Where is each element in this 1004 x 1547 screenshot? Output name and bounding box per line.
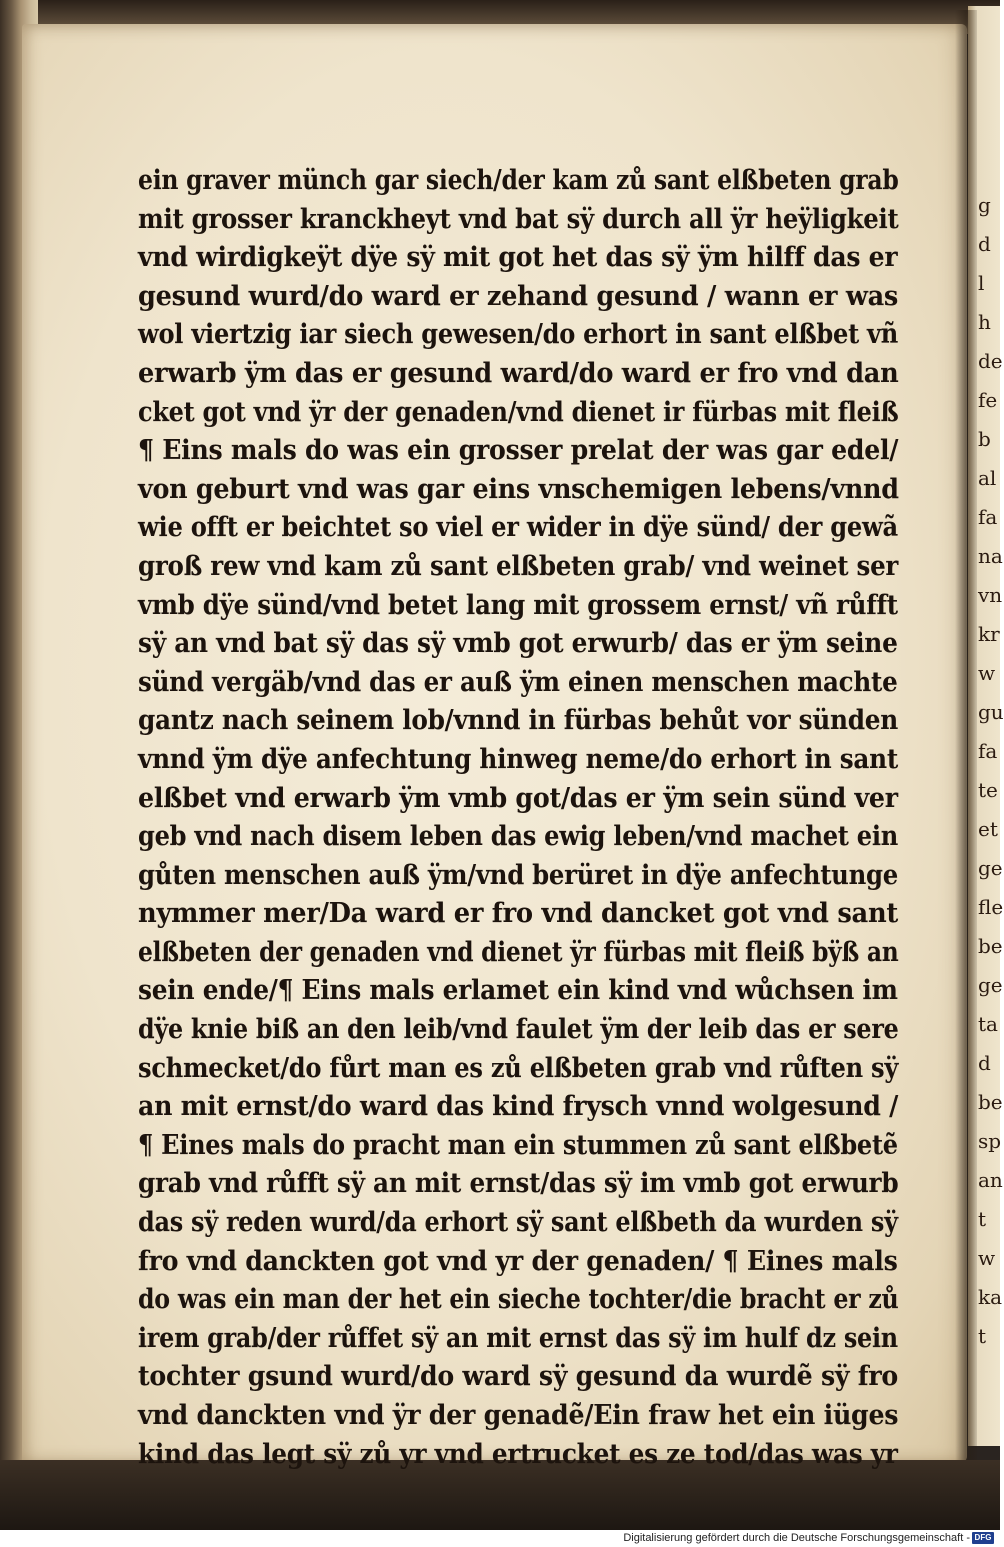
facing-page-fragment: t (978, 1324, 987, 1348)
facing-page-fragment: t (978, 1207, 987, 1231)
text-line: fro vnd danckten got vnd yr der genaden/ ¶ Eines mals (138, 1245, 898, 1277)
text-line: elßbeten der genaden vnd dienet ÿr fürbas mit fleiß bÿß an (138, 936, 899, 968)
text-line: elßbet vnd erwarb ÿm vmb got/das er ÿm sein sünd ver (138, 782, 898, 814)
facing-page-fragment: ta (978, 1012, 998, 1036)
text-line: mit grosser kranckheyt vnd bat sÿ durch all ÿr heÿligkeit (138, 203, 899, 235)
text-line: cket got vnd ÿr der genaden/vnd dienet ir fürbas mit fleiß (138, 396, 899, 428)
text-line: do was ein man der het ein sieche tochter/die bracht er zů (138, 1284, 899, 1316)
text-line: sÿ an vnd bat sÿ das sÿ vmb got erwurb/ das er ÿm seine (138, 628, 898, 660)
text-line: vmb dÿe sünd/vnd betet lang mit grossem ernst/ vñ růfft (138, 589, 898, 621)
text-line: tochter gsund wurd/do ward sÿ gesund da wurdẽ sÿ fro (138, 1361, 898, 1393)
text-line: gesund wurd/do ward er zehand gesund / wann er was (138, 280, 899, 312)
text-line: vnnd ÿm dÿe anfechtung hinweg neme/do erhort in sant (138, 743, 898, 775)
facing-page-fragment: te (978, 778, 998, 802)
facing-page-fragment: w (978, 661, 996, 685)
facing-page-fragment: kr (978, 622, 1000, 646)
text-line: ¶ Eins mals do was ein grosser prelat der was gar edel/ (138, 435, 899, 467)
facing-page-fragment: ge (978, 856, 1003, 880)
facing-page-fragment: vn (978, 583, 1003, 607)
text-line: grab vnd růfft sÿ an mit ernst/das sÿ im vmb got erwurb (138, 1168, 899, 1200)
text-line: wie offt er beichtet so viel er wider in dÿe sünd/ der gewã (138, 512, 898, 544)
facing-page-fragment: al (978, 466, 997, 490)
text-line: vnd wirdigkeÿt dÿe sÿ mit got het das sÿ ÿm hilff das er (138, 242, 898, 274)
text-line: ein graver münch gar siech/der kam zů sant elßbeten grab (138, 165, 899, 196)
facing-page-fragment: w (978, 1246, 996, 1270)
facing-page-fragment: l (978, 271, 985, 295)
facing-page-fragment: d (978, 232, 991, 256)
digitization-credit: Digitalisierung gefördert durch die Deutsche Forschungsgemeinschaft - (623, 1532, 970, 1544)
text-line: das sÿ reden wurd/da erhort sÿ sant elßbeth da wurden sÿ (138, 1207, 898, 1239)
facing-page-fragment: fe (978, 388, 998, 412)
text-line: sein ende/¶ Eins mals erlamet ein kind vnd wůchsen im (138, 975, 898, 1007)
facing-page-fragment: h (978, 310, 991, 334)
facing-page-fragment: gu (978, 700, 1004, 724)
text-line: nymmer mer/Da ward er fro vnd dancket got vnd sant (138, 898, 899, 930)
page-text (138, 162, 898, 1474)
text-line: groß rew vnd kam zů sant elßbeten grab/ vnd weinet ser (138, 550, 899, 582)
text-line: erwarb ÿm das er gesund ward/do ward er fro vnd dan (138, 357, 899, 389)
facing-page-fragment: fa (978, 505, 998, 529)
text-line: an mit ernst/do ward das kind frysch vnnd wolgesund / (138, 1091, 899, 1123)
facing-page-fragment: fle (978, 895, 1004, 919)
text-line: von geburt vnd was gar eins vnschemigen lebens/vnnd (138, 473, 899, 505)
text-line: ¶ Eines mals do pracht man ein stummen zů sant elßbetẽ (138, 1129, 898, 1161)
facing-page-fragment: be (978, 1090, 1003, 1114)
facing-page-fragment: ka (978, 1285, 1003, 1309)
text-line: gantz nach seinem lob/vnnd in fürbas behůt vor sünden (138, 705, 899, 737)
text-line: gůten menschen auß ÿm/vnd berüret in dÿe anfechtunge (138, 859, 899, 891)
text-line: sünd vergäb/vnd das er auß ÿm einen menschen machte (138, 666, 898, 698)
text-line: wol viertzig iar siech gewesen/do erhort in sant elßbet vñ (138, 319, 899, 351)
dfg-logo: DFG (972, 1532, 994, 1544)
facing-page-fragment: de (978, 349, 1003, 373)
facing-page-fragment: b (978, 427, 991, 451)
facing-page-fragment: be (978, 934, 1003, 958)
facing-page-fragment: ge (978, 973, 1003, 997)
page-gutter (955, 10, 977, 1470)
text-line: dÿe knie biß an den leib/vnd faulet ÿm der leib das er sere (138, 1014, 899, 1046)
text-line: geb vnd nach disem leben das ewig leben/vnd machet ein (138, 821, 899, 853)
text-line: schmecket/do fůrt man es zů elßbeten grab vnd růften sÿ (138, 1052, 899, 1084)
facing-page-fragment: na (978, 544, 1003, 568)
facing-page-fragment: et (978, 817, 998, 841)
facing-page-fragment: sp (978, 1129, 1002, 1153)
text-line: irem grab/der růffet sÿ an mit ernst das sÿ im hulf dz sein (138, 1322, 898, 1354)
text-line: vnd danckten vnd ÿr der genadẽ/Ein fraw het ein iüges (138, 1400, 899, 1431)
facing-page-fragment: fa (978, 739, 998, 763)
facing-page-fragment: g (978, 193, 991, 217)
facing-page-fragment: an (978, 1168, 1003, 1192)
facing-page-fragment: d (978, 1051, 991, 1075)
text-line: kind das legt sÿ zů yr vnd ertrucket es ze tod/das was yr (138, 1438, 898, 1470)
